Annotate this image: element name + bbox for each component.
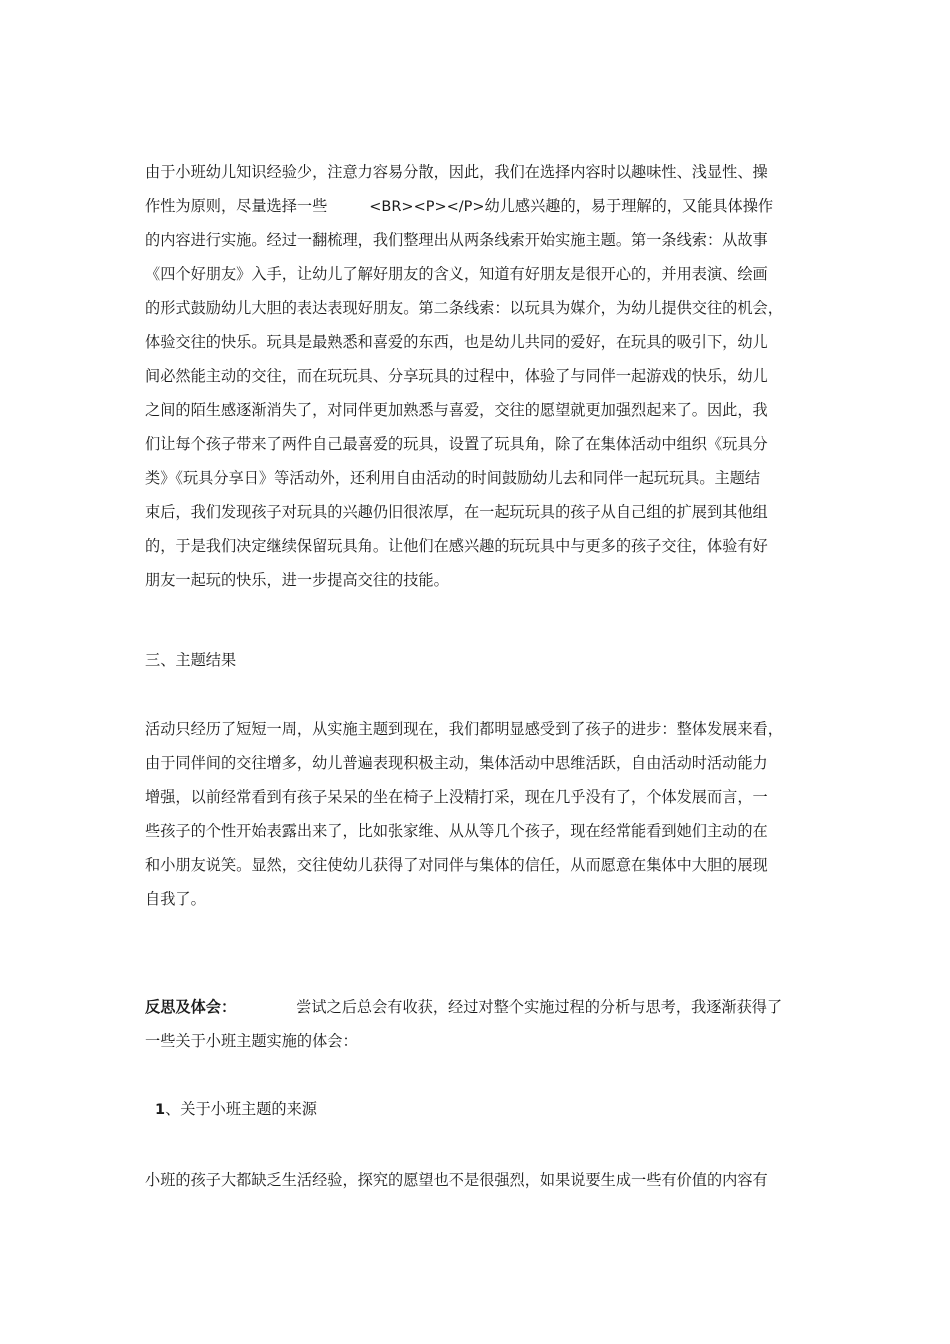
text-line: 一些关于小班主题实施的体会：	[145, 1032, 358, 1050]
text-segment: 尝试之后总会有收获，经过对整个实施过程的分析与思考，我逐渐获得了	[296, 998, 783, 1016]
paragraph-reflection	[145, 990, 810, 1058]
text-line: 们让每个孩子带来了两件自己最喜爱的玩具，设置了玩具角，除了在集体活动中组织《玩具分	[145, 435, 768, 453]
text-line: 体验交往的快乐。玩具是最熟悉和喜爱的东西，也是幼儿共同的爱好，在玩具的吸引下，幼儿	[145, 333, 768, 351]
text-line: 增强，以前经常看到有孩子呆呆的坐在椅子上没精打采，现在几乎没有了，个体发展而言，一	[145, 788, 768, 806]
text-line	[155, 1092, 820, 1126]
subheading-text: 、关于小班主题的来源	[165, 1100, 317, 1118]
text-line: 《四个好朋友》入手，让幼儿了解好朋友的含义，知道有好朋友是很开心的，并用表演、绘画	[145, 265, 768, 283]
text-line: 由于小班幼儿知识经验少，注意力容易分散，因此，我们在选择内容时以趣味性、浅显性、操	[145, 163, 768, 181]
text-line: 活动只经历了短短一周，从实施主题到现在，我们都明显感受到了孩子的进步：整体发展来看，	[145, 720, 783, 738]
paragraph-implementation	[145, 155, 810, 597]
text-segment: 幼儿感兴趣的，易于理解的，又能具体操作	[484, 197, 774, 215]
paragraph-results	[145, 712, 810, 916]
text-line: 的内容进行实施。经过一翻梳理，我们整理出从两条线索开始实施主题。第一条线索：从故事	[145, 231, 768, 249]
text-line	[145, 189, 810, 223]
paragraph-source	[145, 1163, 810, 1197]
reflection-label: 反思及体会：	[145, 998, 237, 1016]
text-line: 和小朋友说笑。显然，交往使幼儿获得了对同伴与集体的信任，从而愿意在集体中大胆的展现	[145, 856, 768, 874]
heading-results: 三、主题结果	[145, 651, 237, 669]
text-line: 些孩子的个性开始表露出来了，比如张家维、从从等几个孩子，现在经常能看到她们主动的在	[145, 822, 768, 840]
text-line: 间必然能主动的交往，而在玩玩具、分享玩具的过程中，体验了与同伴一起游戏的快乐，幼儿	[145, 367, 768, 385]
text-line: 的，于是我们决定继续保留玩具角。让他们在感兴趣的玩玩具中与更多的孩子交往，体验有好	[145, 537, 768, 555]
text-line	[145, 990, 810, 1024]
text-line: 小班的孩子大都缺乏生活经验，探究的愿望也不是很强烈，如果说要生成一些有价值的内容有	[145, 1171, 768, 1189]
text-line: 由于同伴间的交往增多，幼儿普遍表现积极主动，集体活动中思维活跃，自由活动时活动能力	[145, 754, 768, 772]
text-line: 自我了。	[145, 890, 206, 908]
subheading-number: 1	[155, 1102, 166, 1118]
text-line: 的形式鼓励幼儿大胆的表达表现好朋友。第二条线索：以玩具为媒介，为幼儿提供交往的机会，	[145, 299, 783, 317]
subheading-source	[155, 1092, 820, 1126]
text-line: 类》《玩具分享日》等活动外，还利用自由活动的时间鼓励幼儿去和同伴一起玩玩具。主题结	[145, 469, 761, 487]
text-line: 朋友一起玩的快乐，进一步提高交往的技能。	[145, 571, 449, 589]
text-segment: 作性为原则，尽量选择一些	[145, 197, 328, 215]
html-tag-text: <BR><P></P>	[369, 199, 485, 215]
text-line: 束后，我们发现孩子对玩具的兴趣仍旧很浓厚，在一起玩玩具的孩子从自己组的扩展到其他组	[145, 503, 768, 521]
text-line: 之间的陌生感逐渐消失了，对同伴更加熟悉与喜爱，交往的愿望就更加强烈起来了。因此，我	[145, 401, 768, 419]
section-heading	[145, 643, 810, 677]
